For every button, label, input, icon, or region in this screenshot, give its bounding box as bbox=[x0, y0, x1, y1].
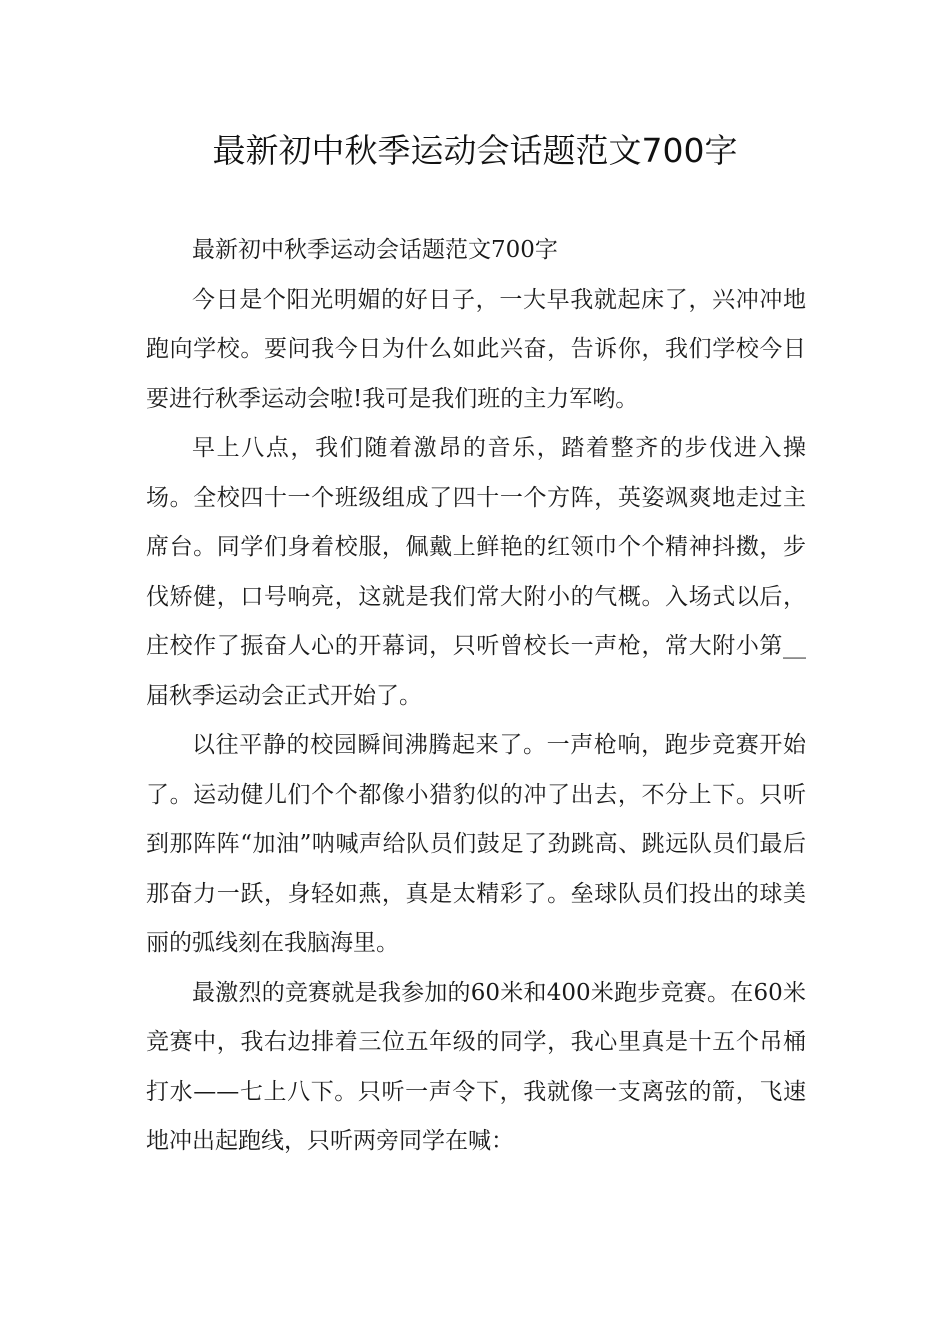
paragraph: 以往平静的校园瞬间沸腾起来了。一声枪响，跑步竞赛开始了。运动健儿们个个都像小猎豹似的冲了出去，不分上下。只听到那阵阵“加油”呐喊声给队员们鼓足了劲跳高、跳远队员们最后那奋力一跃，身轻如燕，真是太精彩了。垒球队员们投出的球美丽的弧线刻在我脑海里。 bbox=[146, 732, 806, 956]
paragraph-subtitle: 最新初中秋季运动会话题范文700字 bbox=[192, 237, 558, 263]
paragraph: 最激烈的竞赛就是我参加的60米和400米跑步竞赛。在60米竞赛中，我右边排着三位五年级的同学，我心里真是十五个吊桶打水——七上八下。只听一声令下，我就像一支离弦的箭，飞速地冲出起跑线，只听两旁同学在喊： bbox=[146, 979, 806, 1154]
document-title: 最新初中秋季运动会话题范文700字 bbox=[212, 131, 738, 170]
document-body bbox=[146, 226, 806, 1167]
paragraph: 早上八点，我们随着激昂的音乐，踏着整齐的步伐进入操场。全校四十一个班级组成了四十一个方阵，英姿飒爽地走过主席台。同学们身着校服，佩戴上鲜艳的红领巾个个精神抖擞，步伐矫健，口号响亮，这就是我们常大附小的气概。入场式以后，庄校作了振奋人心的开幕词，只听曾校长一声枪，常大附小第__届秋季运动会正式开始了。 bbox=[146, 435, 806, 709]
paragraph: 今日是个阳光明媚的好日子，一大早我就起床了，兴冲冲地跑向学校。要问我今日为什么如此兴奋，告诉你，我们学校今日要进行秋季运动会啦!我可是我们班的主力军哟。 bbox=[146, 286, 806, 412]
